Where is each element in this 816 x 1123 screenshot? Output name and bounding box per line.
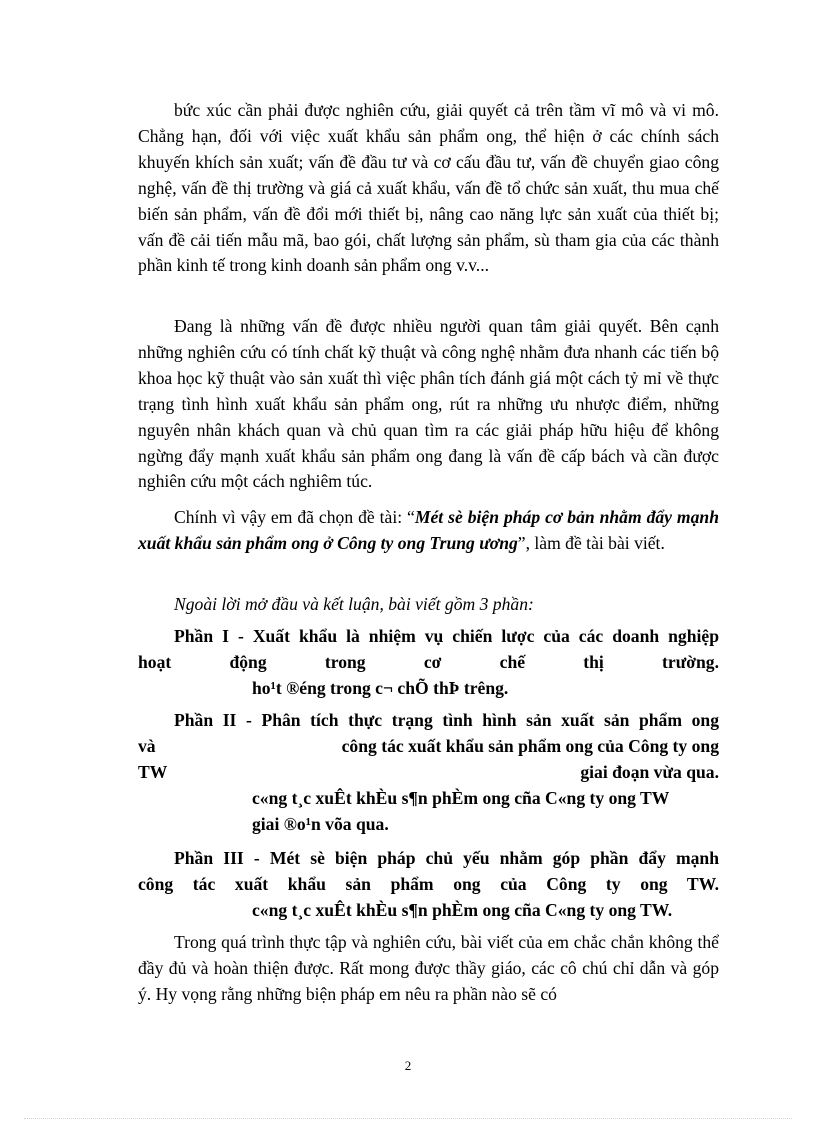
part-2-line-5: giai ®o¹n võa qua.: [252, 813, 389, 834]
part-3-line-2: công tác xuất khẩu sản phẩm ong của Công ty ong TW.: [138, 873, 719, 894]
part-2-line-3-end: giai đoạn vừa qua.: [580, 761, 719, 782]
part-2-line-2: [138, 734, 719, 760]
part-2-line-2-end: công tác xuất khẩu sản phẩm ong của Công ty ong: [341, 735, 719, 756]
topic-intro: Chính vì vậy em đã chọn đề tài: “: [174, 507, 415, 527]
part-2-line-3: [138, 760, 719, 786]
paragraph-3: [138, 505, 719, 557]
paragraph-1-text: bức xúc cần phải được nghiên cứu, giải quyết cả trên tầm vĩ mô và vi mô. Chẳng hạn, đối với việc xuất khẩu sản phẩm ong, thể hiện ở các chính sách khuyến khích sản xuất; vấn đề đầu tư và cơ cấu đầu tư, vấn đề chuyển giao công nghệ, vấn đề thị trường và giá cả xuất khẩu, vấn đề tổ chức sản xuất, thu mua chế biến sản phẩm, vấn đề đổi mới thiết bị, nâng cao năng lực sản xuất của thiết bị; vấn đề cải tiến mẫu mã, bao gói, chất lượng sản phẩm, sù tham gia của các thành phần kinh tế trong kinh doanh sản phẩm ong v.v...: [138, 100, 719, 276]
structure-intro-text: Ngoài lời mở đầu và kết luận, bài viết gồm 3 phần:: [174, 594, 534, 614]
structure-intro: [138, 592, 719, 618]
part-2: [138, 708, 719, 838]
part-2-line-1: Phần II - Phân tích thực trạng tình hình sản xuất sản phẩm ong: [174, 710, 719, 730]
paragraph-5: [138, 930, 719, 1008]
topic-outro: ”, làm đề tài bài viết.: [517, 532, 665, 553]
paragraph-2: [138, 314, 719, 495]
paragraph-2-text: Đang là những vấn đề được nhiều người quan tâm giải quyết. Bên cạnh những nghiên cứu có tính chất kỹ thuật và công nghệ nhằm đưa nhanh các tiến bộ khoa học kỹ thuật vào sản xuất thì việc phân tích đánh giá một cách tỷ mỉ về thực trạng tình hình xuất khẩu sản phẩm ong, rút ra những ưu nhược điểm, những nguyên nhân khách quan và chủ quan tìm ra các giải pháp hữu hiệu để không ngừng đẩy mạnh xuất khẩu sản phẩm ong đang là vấn đề cấp bách và cần được nghiên cứu một cách nghiêm túc.: [138, 316, 719, 492]
part-2-line-4: c«ng t¸c xuÊt khÈu s¶n phÈm ong cña C«ng ty ong TW: [252, 787, 670, 808]
part-1-line-1: Phần I - Xuất khẩu là nhiệm vụ chiến lược của các doanh nghiệp: [174, 626, 719, 646]
topic-title: Mét sè biện pháp cơ bản nhằm đẩy mạnh xuất khẩu sản phẩm ong ở Công ty ong Trung ương: [138, 507, 719, 553]
part-2-line-2-start: và: [138, 735, 156, 756]
part-1: [138, 624, 719, 702]
paragraph-3-text: [138, 505, 719, 557]
part-1-line-3: ho¹t ®éng trong c¬ chÕ thÞ trêng.: [252, 677, 509, 698]
paragraph-1: [138, 98, 719, 279]
page-number: 2: [404, 1058, 412, 1073]
page-bottom-divider: [24, 1118, 792, 1119]
part-3-line-1: Phần III - Mét sè biện pháp chủ yếu nhằm góp phần đẩy mạnh: [174, 848, 719, 868]
part-2-line-3-start: TW: [138, 761, 168, 782]
part-1-line-2: hoạt động trong cơ chế thị trường.: [138, 651, 719, 672]
part-3-line-3: c«ng t¸c xuÊt khÈu s¶n phÈm ong cña C«ng ty ong TW.: [252, 899, 673, 920]
paragraph-5-text: Trong quá trình thực tập và nghiên cứu, bài viết của em chắc chắn không thể đầy đủ và hoàn thiện được. Rất mong được thầy giáo, các cô chú chỉ dẫn và góp ý. Hy vọng rằng những biện pháp em nêu ra phần nào sẽ có: [138, 932, 719, 1004]
part-3: [138, 846, 719, 924]
